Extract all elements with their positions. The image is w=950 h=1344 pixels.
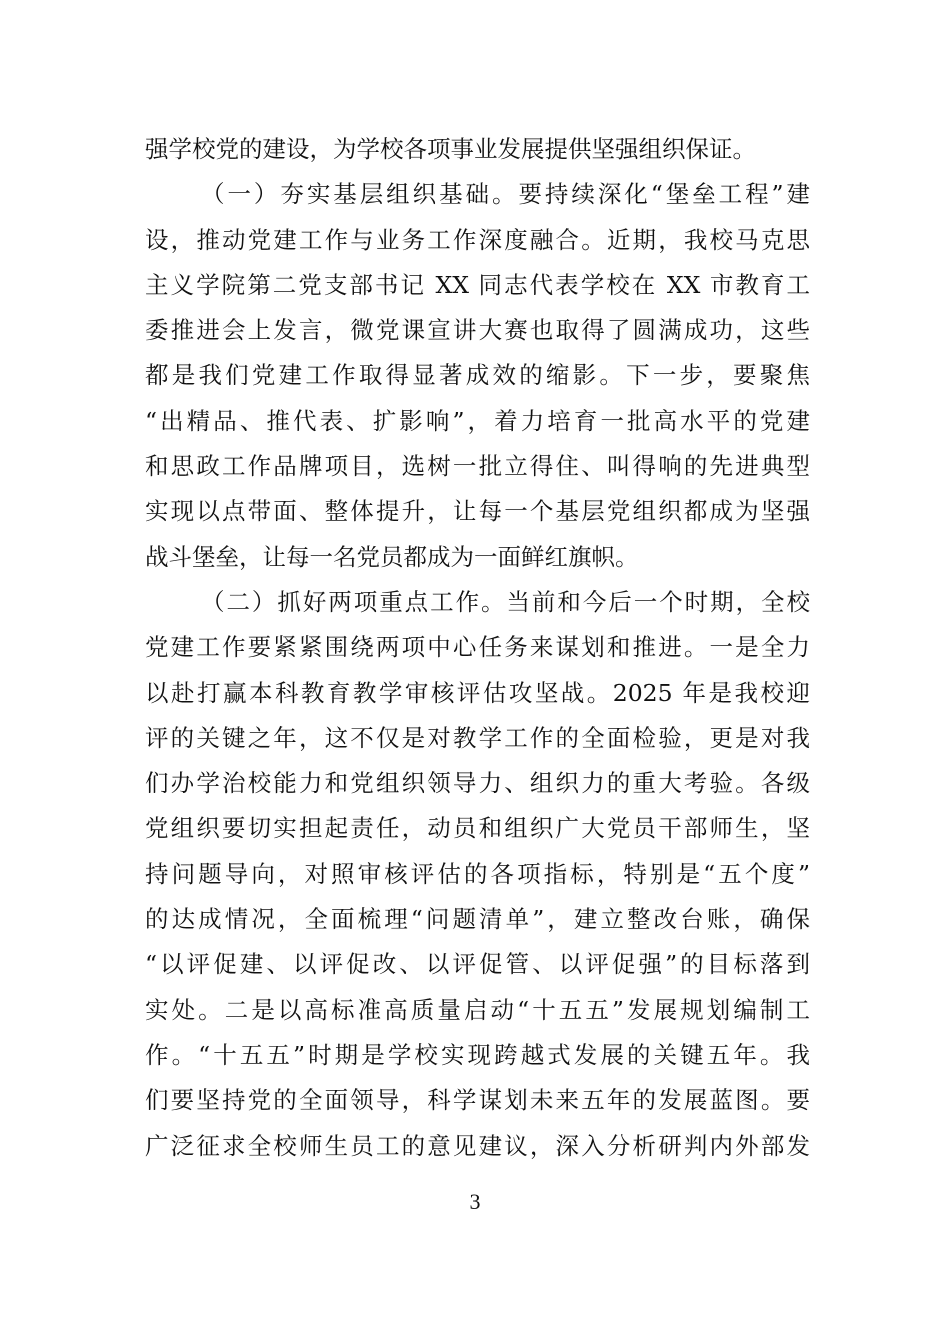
text-line: 广泛征求全校师生员工的意见建议，深入分析研判内外部发 (145, 1131, 810, 1160)
text-line: 持问题导向，对照审核评估的各项指标，特别是“五个度” (145, 859, 810, 888)
text-line: 都是我们党建工作取得显著成效的缩影。下一步，要聚焦 (145, 361, 810, 390)
page-number: 3 (469, 1189, 481, 1214)
text-line: 党建工作要紧紧围绕两项中心任务来谋划和推进。一是全力 (145, 633, 810, 662)
text-line: 设，推动党建工作与业务工作深度融合。近期，我校马克思 (145, 225, 810, 254)
text-line: 的达成情况，全面梳理“问题清单”，建立整改台账，确保 (145, 905, 810, 934)
text-line: 和思政工作品牌项目，选树一批立得住、叫得响的先进典型 (145, 452, 810, 481)
text-line: 实处。二是以高标准高质量启动“十五五”发展规划编制工 (145, 995, 810, 1024)
text-line: 实现以点带面、整体提升，让每一个基层党组织都成为坚强 (145, 497, 810, 526)
text-line: 作。“十五五”时期是学校实现跨越式发展的关键五年。我 (145, 1040, 810, 1069)
text-line: 强学校党的建设，为学校各项事业发展提供坚强组织保证。 (145, 135, 756, 163)
text-line: 主义学院第二党支部书记 XX 同志代表学校在 XX 市教育工 (145, 270, 810, 299)
text-line: 们办学治校能力和党组织领导力、组织力的重大考验。各级 (145, 769, 810, 798)
text-line: 党组织要切实担起责任，动员和组织广大党员干部师生，坚 (145, 814, 810, 843)
text-line: （一）夯实基层组织基础。要持续深化“堡垒工程”建 (201, 180, 810, 209)
text-line: 以赴打赢本科教育教学审核评估攻坚战。2025 年是我校迎 (145, 678, 810, 707)
body-text (145, 127, 810, 1169)
text-line: 们要坚持党的全面领导，科学谋划未来五年的发展蓝图。要 (145, 1086, 810, 1115)
text-line: （二）抓好两项重点工作。当前和今后一个时期，全校 (201, 587, 810, 616)
text-line: 战斗堡垒，让每一名党员都成为一面鲜红旗帜。 (145, 542, 639, 571)
text-line: “出精品、推代表、扩影响”，着力培育一批高水平的党建 (145, 406, 810, 435)
text-line: “以评促建、以评促改、以评促管、以评促强”的目标落到 (145, 950, 810, 979)
text-line: 评的关键之年，这不仅是对教学工作的全面检验，更是对我 (145, 723, 810, 752)
text-line: 委推进会上发言，微党课宣讲大赛也取得了圆满成功，这些 (145, 316, 810, 345)
